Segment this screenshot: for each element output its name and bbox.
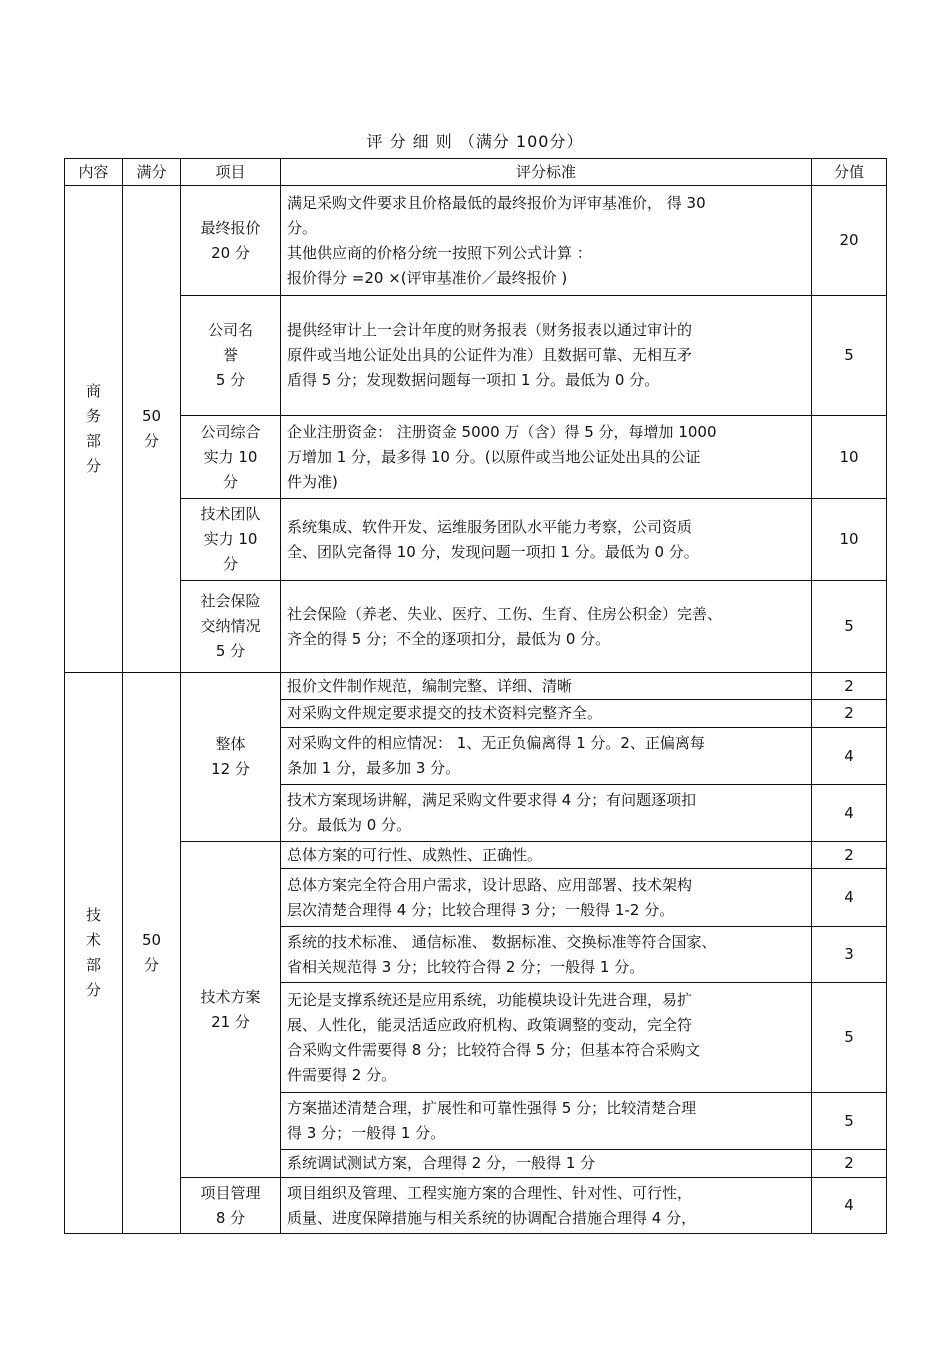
score-cell-line: 4 (844, 803, 854, 822)
item-cell-line: 分 (222, 472, 238, 491)
section-label-line: 部 (85, 956, 101, 974)
criteria-cell-line: 展、人性化，能灵活适应政府机构、政策调整的变动，完全符 (287, 1015, 693, 1034)
score-cell-line: 2 (844, 845, 854, 864)
criteria-cell-line: 万增加 1 分，最多得 10 分。(以原件或当地公证处出具的公证 (287, 447, 701, 466)
criteria-cell (281, 296, 812, 416)
item-cell-line: 项目管理 (200, 1183, 261, 1202)
criteria-cell-line: 层次清楚合理得 4 分；比较合理得 3 分；一般得 1-2 分。 (287, 900, 675, 919)
criteria-cell-line: 合采购文件需要得 8 分；比较符合得 5 分；但基本符合采购文 (287, 1040, 701, 1059)
score-cell (812, 416, 887, 499)
criteria-cell-line: 系统调试测试方案，合理得 2 分，一般得 1 分 (287, 1154, 596, 1172)
score-cell-line: 5 (844, 1111, 854, 1130)
criteria-cell-line: 社会保险（养老、失业、医疗、工伤、生育、住房公积金）完善、 (287, 604, 723, 623)
table-row (65, 499, 887, 581)
score-cell (812, 927, 887, 983)
section-label-line: 术 (85, 931, 101, 949)
item-cell-line: 5 分 (215, 642, 246, 660)
item-cell (181, 416, 281, 499)
section-full-score-line: 分 (143, 432, 159, 450)
criteria-cell (281, 581, 812, 673)
table-row (65, 842, 887, 869)
criteria-cell (281, 673, 812, 700)
criteria-cell-line: 无论是支撑系统还是应用系统，功能模块设计先进合理，易扩 (287, 990, 693, 1009)
criteria-cell-line: 其他供应商的价格分统一按照下列公式计算 ： (287, 243, 592, 262)
item-cell (181, 1178, 281, 1234)
score-cell-line: 2 (844, 1154, 854, 1172)
header-cell (123, 159, 181, 186)
header-cell-line: 内容 (78, 162, 109, 181)
score-cell (812, 983, 887, 1093)
item-cell-line: 公司综合 (200, 422, 261, 441)
score-cell (812, 673, 887, 700)
section-label-line: 商 (85, 382, 101, 400)
item-cell-line: 誉 (222, 346, 238, 364)
section-label (65, 186, 123, 673)
score-cell-line: 3 (844, 945, 854, 963)
item-cell-line: 整体 (215, 735, 246, 753)
item-cell-line: 最终报价 (200, 218, 261, 237)
item-cell-line: 20 分 (211, 243, 250, 262)
criteria-cell (281, 1093, 812, 1150)
item-cell (181, 581, 281, 673)
item-cell-line: 社会保险 (200, 592, 261, 610)
table-row (65, 416, 887, 499)
item-cell-line: 实力 10 (203, 530, 258, 548)
item-cell-line: 8 分 (215, 1208, 246, 1227)
item-cell-line: 实力 10 (203, 447, 258, 466)
criteria-cell-line: 件需要得 2 分。 (287, 1065, 397, 1084)
header-cell-line: 满分 (136, 162, 167, 181)
score-cell-line: 5 (844, 617, 854, 635)
criteria-cell-line: 对采购文件的相应情况： 1、无正负偏离得 1 分。2、正偏离每 (287, 734, 705, 752)
criteria-cell (281, 186, 812, 296)
score-cell-line: 5 (844, 346, 854, 364)
header-cell-line: 项目 (215, 162, 246, 181)
criteria-cell (281, 499, 812, 581)
header-cell (181, 159, 281, 186)
criteria-cell-line: 原件或当地公证处出具的公证件为准）且数据可靠、无相互矛 (287, 346, 693, 364)
item-cell (181, 186, 281, 296)
score-cell (812, 869, 887, 927)
criteria-cell-line: 总体方案完全符合用户需求，设计思路、应用部署、技术架构 (287, 875, 693, 894)
section-full-score-line: 分 (143, 956, 159, 974)
criteria-cell (281, 700, 812, 728)
score-cell (812, 842, 887, 869)
item-cell-line: 12 分 (211, 760, 250, 778)
section-full-score-line: 50 (141, 931, 162, 949)
criteria-cell-line: 企业注册资金： 注册资金 5000 万（含）得 5 分，每增加 1000 (287, 422, 717, 441)
criteria-cell-line: 对采购文件规定要求提交的技术资料完整齐全。 (287, 704, 603, 722)
header-cell-line: 评分标准 (515, 162, 576, 181)
header-cell (281, 159, 812, 186)
criteria-cell-line: 满足采购文件要求且价格最低的最终报价为评审基准价， 得 30 (287, 193, 706, 212)
item-cell-line: 21 分 (211, 1012, 250, 1031)
criteria-cell (281, 927, 812, 983)
section-label-line: 技 (85, 906, 101, 924)
item-cell (181, 673, 281, 842)
criteria-cell-line: 报价得分 =20 ×(评审基准价／最终报价 ) (287, 268, 568, 287)
score-cell-line: 4 (844, 888, 854, 906)
score-cell (812, 1178, 887, 1234)
score-cell (812, 728, 887, 785)
criteria-cell-line: 方案描述清楚合理，扩展性和可靠性强得 5 分；比较清楚合理 (287, 1099, 697, 1117)
criteria-cell-line: 报价文件制作规范，编制完整、详细、清晰 (287, 676, 573, 695)
score-cell (812, 581, 887, 673)
score-cell-line: 2 (844, 704, 854, 722)
section-label-line: 务 (85, 407, 101, 425)
criteria-cell (281, 785, 812, 842)
table-row (65, 1178, 887, 1234)
criteria-cell-line: 全、团队完备得 10 分，发现问题一项扣 1 分。最低为 0 分。 (287, 542, 699, 561)
table-row (65, 186, 887, 296)
table-row (65, 673, 887, 700)
item-cell (181, 296, 281, 416)
score-cell (812, 1093, 887, 1150)
score-cell-line: 2 (844, 676, 854, 695)
item-cell-line: 交纳情况 (200, 617, 261, 635)
criteria-cell (281, 842, 812, 869)
score-cell (812, 186, 887, 296)
header-cell (65, 159, 123, 186)
criteria-cell-line: 件为准) (287, 472, 338, 491)
criteria-cell (281, 1150, 812, 1178)
item-cell-line: 技术团队 (200, 505, 261, 523)
criteria-cell (281, 416, 812, 499)
criteria-cell-line: 项目组织及管理、工程实施方案的合理性、针对性、可行性， (287, 1183, 693, 1202)
criteria-cell-line: 技术方案现场讲解，满足采购文件要求得 4 分；有问题逐项扣 (287, 791, 697, 809)
section-full-score (123, 673, 181, 1234)
score-cell (812, 296, 887, 416)
score-cell-line: 5 (844, 1028, 854, 1046)
item-cell-line: 公司名 (207, 321, 253, 339)
section-full-score (123, 186, 181, 673)
criteria-cell-line: 系统的技术标准、 通信标准、 数据标准、交换标准等符合国家、 (287, 932, 717, 951)
header-cell-line: 分值 (833, 162, 864, 181)
score-cell-line: 20 (839, 231, 859, 249)
section-label-line: 分 (85, 457, 101, 475)
header-row (65, 159, 887, 186)
header-cell (812, 159, 887, 186)
criteria-cell-line: 总体方案的可行性、成熟性、正确性。 (287, 845, 543, 864)
score-cell (812, 700, 887, 728)
score-cell (812, 1150, 887, 1178)
section-label-line: 部 (85, 432, 101, 450)
section-full-score-line: 50 (141, 407, 162, 425)
score-cell-line: 4 (844, 1196, 854, 1214)
criteria-cell (281, 983, 812, 1093)
score-cell (812, 785, 887, 842)
criteria-cell-line: 齐全的得 5 分；不全的逐项扣分，最低为 0 分。 (287, 629, 611, 648)
table-row (65, 581, 887, 673)
section-label-line: 分 (85, 981, 101, 999)
scoring-table (64, 158, 887, 1234)
page-title: 评 分 细 则 （满分 100分） (366, 132, 584, 151)
score-cell-line: 10 (839, 530, 859, 548)
score-cell-line: 4 (844, 746, 854, 765)
criteria-cell (281, 869, 812, 927)
criteria-cell-line: 条加 1 分，最多加 3 分。 (287, 759, 461, 777)
item-cell-line: 5 分 (215, 371, 246, 389)
item-cell (181, 499, 281, 581)
criteria-cell (281, 1178, 812, 1234)
item-cell (181, 842, 281, 1178)
criteria-cell-line: 省相关规范得 3 分；比较符合得 2 分；一般得 1 分。 (287, 957, 645, 976)
score-cell-line: 10 (839, 447, 859, 466)
criteria-cell-line: 提供经审计上一会计年度的财务报表（财务报表以通过审计的 (287, 321, 693, 339)
criteria-cell-line: 得 3 分；一般得 1 分。 (287, 1124, 446, 1142)
score-cell (812, 499, 887, 581)
criteria-cell (281, 728, 812, 785)
criteria-cell-line: 分。 (287, 218, 318, 237)
section-label (65, 673, 123, 1234)
table-row (65, 296, 887, 416)
criteria-cell-line: 系统集成、软件开发、运维服务团队水平能力考察，公司资质 (287, 517, 693, 536)
criteria-cell-line: 盾得 5 分；发现数据问题每一项扣 1 分。最低为 0 分。 (287, 371, 660, 389)
item-cell-line: 分 (222, 555, 238, 573)
criteria-cell-line: 分。最低为 0 分。 (287, 816, 412, 834)
item-cell-line: 技术方案 (200, 987, 261, 1006)
criteria-cell-line: 质量、进度保障措施与相关系统的协调配合措施合理得 4 分， (287, 1208, 697, 1227)
